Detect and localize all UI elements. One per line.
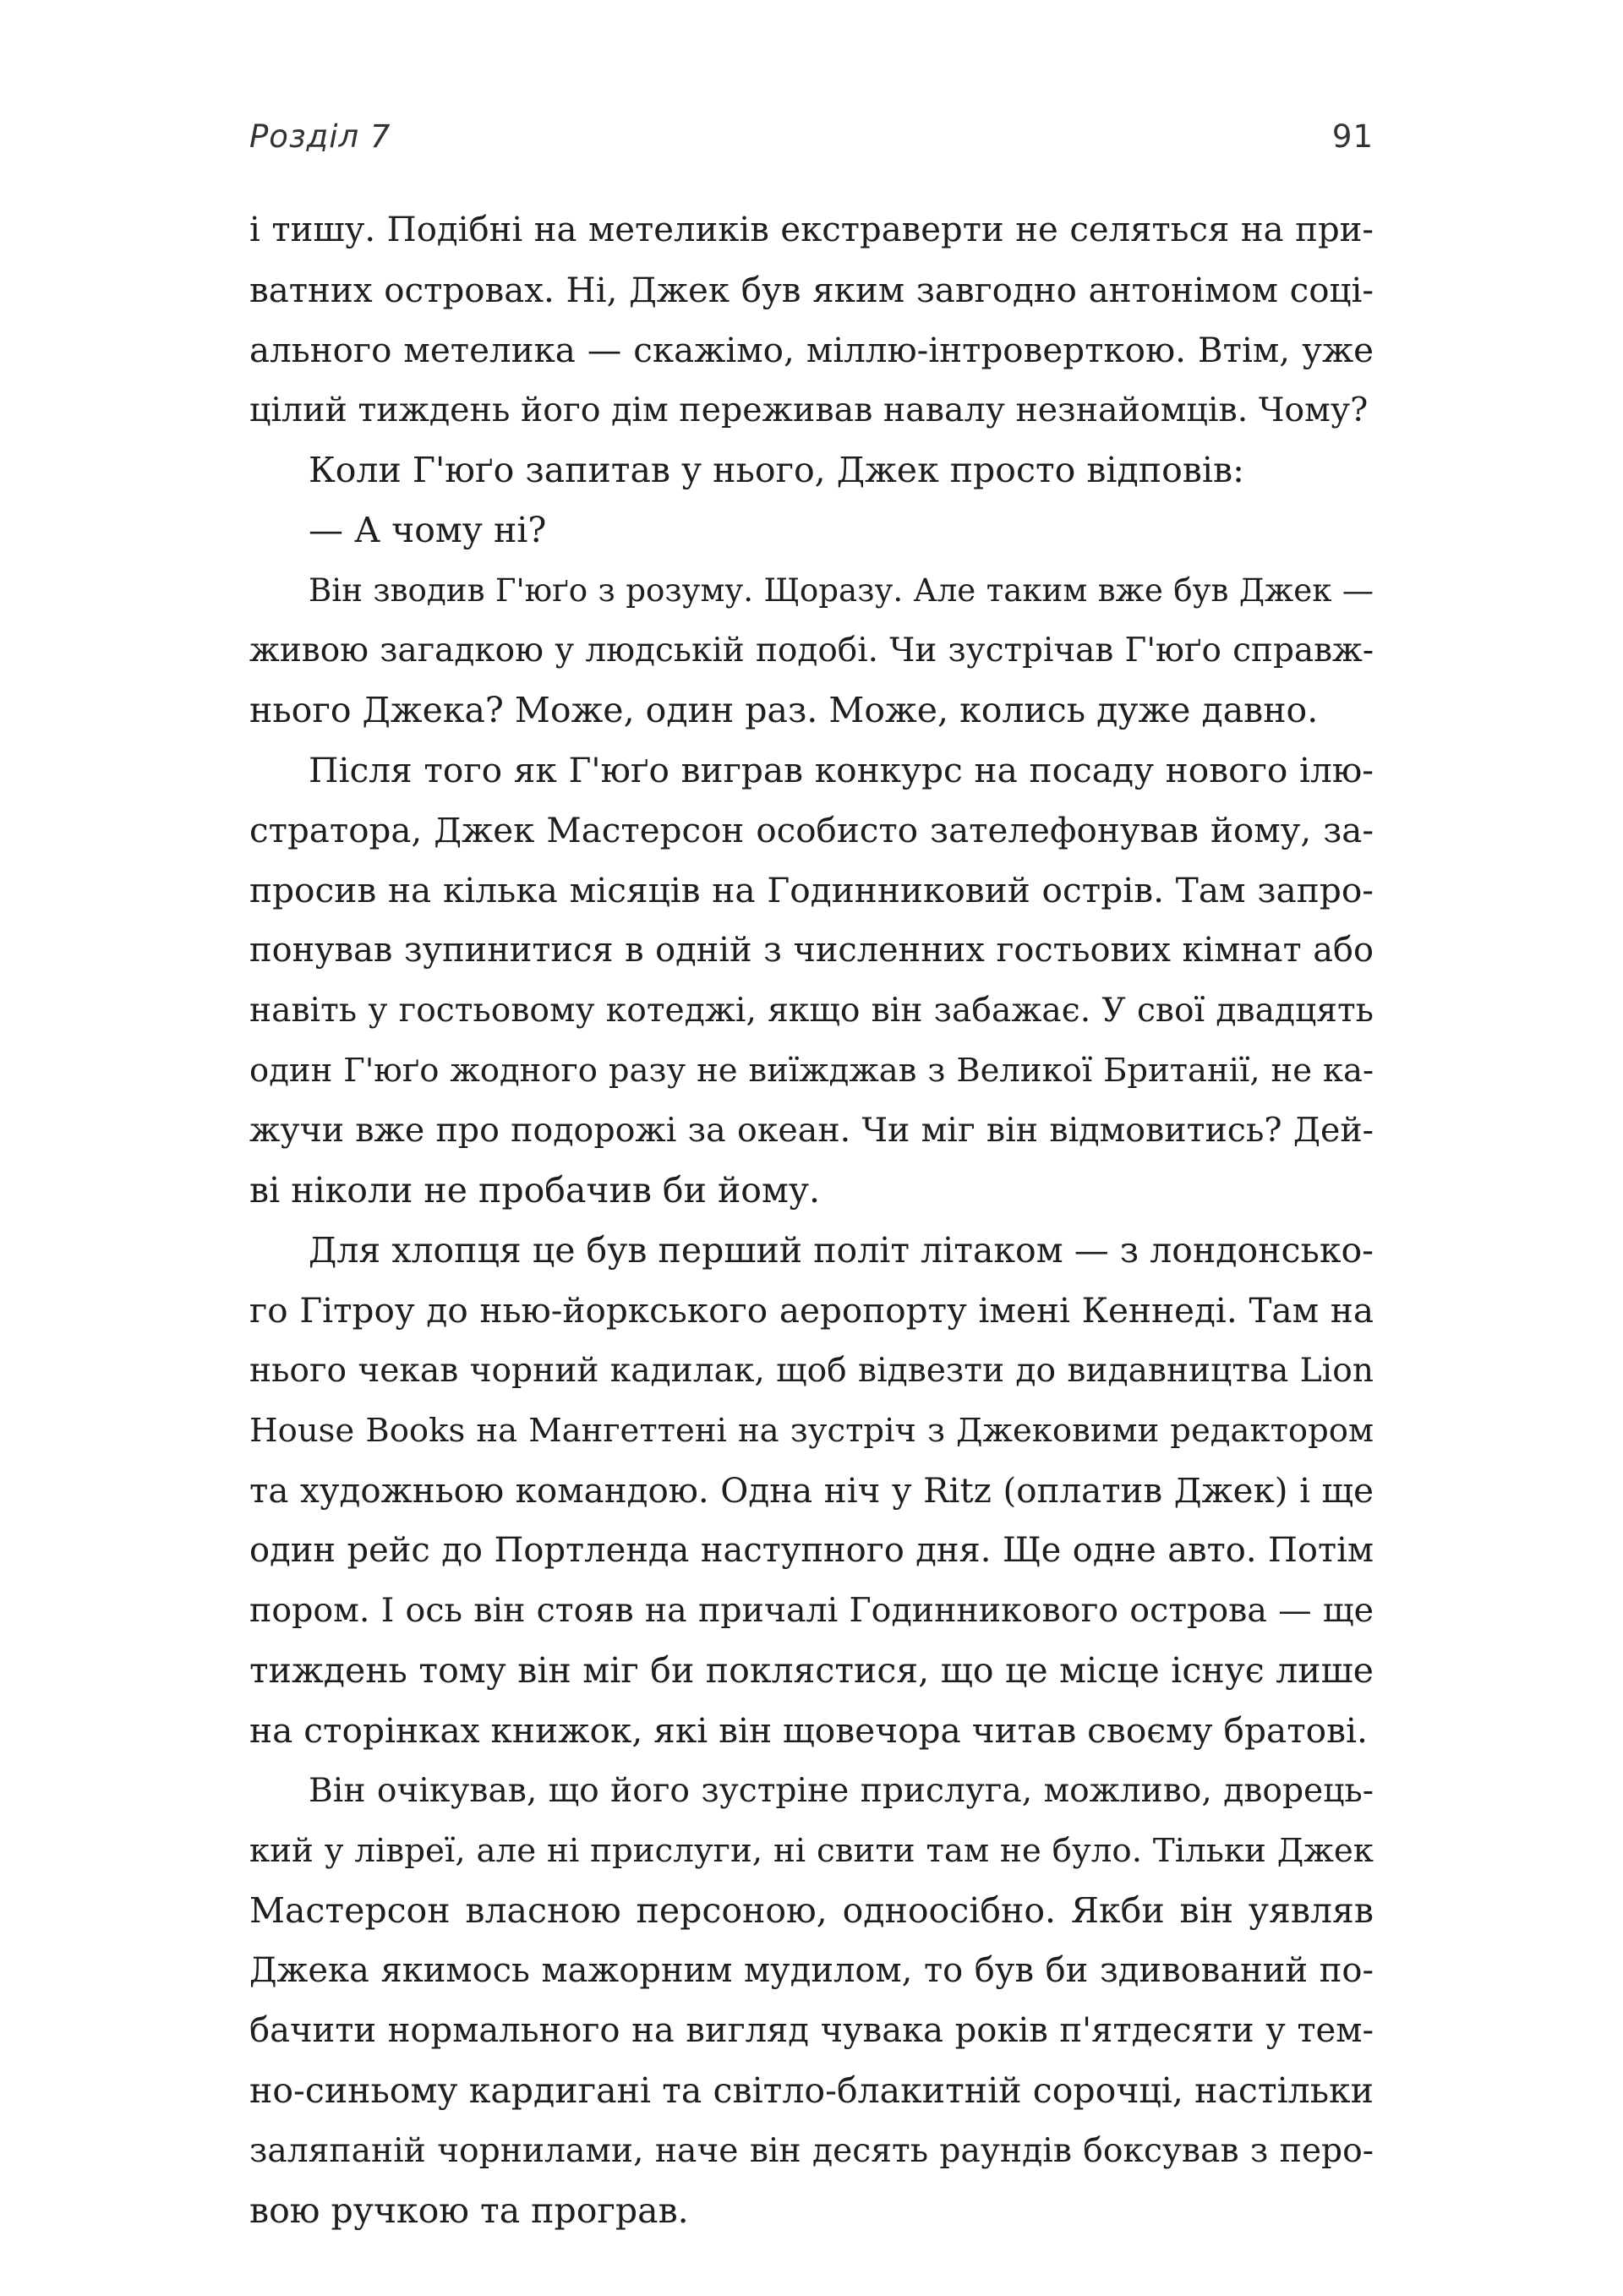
text-line: просив на кілька місяців на Годинниковий острів. Там запро- bbox=[249, 870, 1374, 910]
page-number: 91 bbox=[1331, 118, 1374, 155]
text-line: Джека якимось мажорним мудилом, то був би здивований по- bbox=[249, 1951, 1374, 1990]
text-line: Після того як Г'юґо виграв конкурс на посаду нового ілю- bbox=[309, 750, 1374, 790]
text-line: Він очікував, що його зустріне прислуга, можливо, дворець- bbox=[309, 1772, 1374, 1810]
text-line: Коли Г'юґо запитав у нього, Джек просто відповів: bbox=[309, 450, 1244, 490]
text-line: Він зводив Г'юґо з розуму. Щоразу. Але таким вже був Джек — bbox=[309, 572, 1374, 609]
text-line: House Books на Мангеттені на зустріч з Джековими редактором bbox=[249, 1412, 1374, 1450]
running-head: Розділ 7 bbox=[249, 118, 391, 155]
text-line: Для хлопця це був перший політ літаком — з лондонсько- bbox=[309, 1230, 1374, 1271]
text-line: ватних островах. Ні, Джек був яким завгодно антонімом соці- bbox=[249, 271, 1374, 310]
text-line: один рейс до Портленда наступного дня. Ще одне авто. Потім bbox=[249, 1531, 1374, 1570]
text-line: на сторінках книжок, які він щовечора читав своєму братові. bbox=[249, 1710, 1368, 1751]
body-text bbox=[249, 200, 1374, 2241]
text-line: — А чому ні? bbox=[309, 510, 547, 550]
text-line: пором. І ось він стояв на причалі Годинникового острова — ще bbox=[249, 1591, 1374, 1630]
text-line: один Г'юґо жодного разу не виїжджав з Великої Британії, не ка- bbox=[249, 1052, 1374, 1090]
text-line: заляпаній чорнилами, наче він десять раундів боксував з перо- bbox=[249, 2132, 1374, 2170]
text-line: го Гітроу до нью-йоркського аеропорту імені Кеннеді. Там на bbox=[249, 1290, 1374, 1331]
text-line: і тишу. Подібні на метеликів екстраверти не селяться на при- bbox=[249, 210, 1374, 249]
text-line: понував зупинитися в одній з численних гостьових кімнат або bbox=[249, 931, 1374, 970]
text-line: но-синьому кардигані та світло-блакитній сорочці, настільки bbox=[249, 2070, 1374, 2111]
text-line: кий у лівреї, але ні прислуги, ні свити там не було. Тільки Джек bbox=[249, 1832, 1374, 1870]
text-line: нього Джека? Може, один раз. Може, колись дуже давно. bbox=[249, 690, 1319, 730]
text-line: цілий тиждень його дім переживав навалу незнайомців. Чому? bbox=[249, 391, 1369, 429]
text-line: вою ручкою та програв. bbox=[249, 2190, 689, 2231]
text-line: ві ніколи не пробачив би йому. bbox=[249, 1170, 821, 1211]
text-line: нього чекав чорний кадилак, щоб відвезти до видавництва Lion bbox=[249, 1352, 1374, 1390]
text-line: жучи вже про подорожі за океан. Чи міг він відмовитись? Дей- bbox=[249, 1111, 1374, 1150]
text-line: Мастерсон власною персоною, одноосібно. Якби він уявляв bbox=[249, 1890, 1374, 1931]
text-line: бачити нормального на вигляд чувака років п'ятдесяти у тем- bbox=[249, 2011, 1374, 2050]
text-line: тиждень тому він міг би поклястися, що це місце існує лише bbox=[249, 1650, 1374, 1691]
page-header bbox=[249, 118, 1374, 169]
text-line: стратора, Джек Мастерсон особисто зателефонував йому, за- bbox=[249, 811, 1374, 850]
text-line: ального метелика — скажімо, міллю-інтроверткою. Втім, уже bbox=[249, 331, 1374, 370]
text-line: живою загадкою у людській подобі. Чи зустрічав Г'юґо справж- bbox=[249, 631, 1374, 670]
text-line: навіть у гостьовому котеджі, якщо він забажає. У свої двадцять bbox=[249, 992, 1374, 1030]
text-line: та художньою командою. Одна ніч у Ritz (оплатив Джек) і ще bbox=[249, 1471, 1374, 1511]
